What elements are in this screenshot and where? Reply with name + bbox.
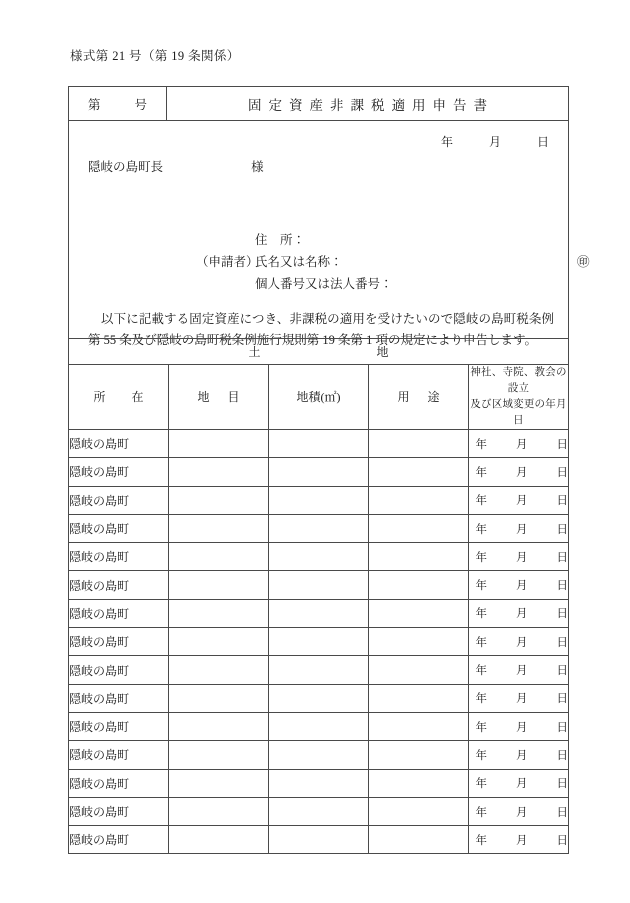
cell-location[interactable]: 隠岐の島町 (69, 797, 169, 825)
cell-usage[interactable] (369, 458, 469, 486)
cell-area[interactable] (269, 543, 369, 571)
cell-date-month-label: 月 (516, 636, 528, 649)
cell-area[interactable] (269, 797, 369, 825)
cell-date-day-label: 日 (556, 749, 568, 762)
cell-date-month-label: 月 (516, 834, 528, 847)
cell-date-month-label: 月 (516, 806, 528, 819)
cell-date-month-label: 月 (516, 466, 528, 479)
land-table-span-header-row (69, 339, 569, 365)
cell-date-month-label: 月 (516, 495, 528, 508)
column-header-usage-a: 用 (397, 389, 410, 404)
cell-usage[interactable] (369, 826, 469, 854)
cell-usage[interactable] (369, 769, 469, 797)
cell-establishment-date[interactable] (469, 656, 569, 684)
cell-landcategory[interactable] (169, 430, 269, 458)
cell-area[interactable] (269, 599, 369, 627)
cell-location[interactable]: 隠岐の島町 (69, 741, 169, 769)
submission-date-line[interactable] (441, 133, 549, 150)
table-row (69, 571, 569, 599)
cell-usage[interactable] (369, 797, 469, 825)
cell-establishment-date[interactable] (469, 628, 569, 656)
cell-location[interactable]: 隠岐の島町 (69, 430, 169, 458)
cell-landcategory[interactable] (169, 543, 269, 571)
applicant-block (196, 229, 590, 295)
cell-date-day-label: 日 (556, 636, 568, 649)
table-row (69, 430, 569, 458)
cell-landcategory[interactable] (169, 599, 269, 627)
page-title: 固定資産非課税適用申告書 (248, 97, 494, 113)
cell-area[interactable] (269, 656, 369, 684)
cell-establishment-date[interactable] (469, 599, 569, 627)
cell-location[interactable]: 隠岐の島町 (69, 458, 169, 486)
applicant-name-label: 氏名又は名称： (255, 255, 343, 269)
cell-establishment-date[interactable] (469, 741, 569, 769)
cell-area[interactable] (269, 826, 369, 854)
cell-landcategory[interactable] (169, 486, 269, 514)
addressee-line (88, 157, 264, 175)
cell-date-year-label: 年 (475, 551, 487, 564)
date-year-label: 年 (441, 135, 454, 149)
cell-date-month-label: 月 (516, 721, 528, 734)
table-row (69, 543, 569, 571)
document-number-suffix: 号 (134, 97, 148, 112)
cell-usage[interactable] (369, 430, 469, 458)
applicant-name-row[interactable] (196, 251, 590, 273)
cell-date-year-label: 年 (475, 749, 487, 762)
cell-location[interactable]: 隠岐の島町 (69, 628, 169, 656)
cell-landcategory[interactable] (169, 628, 269, 656)
cell-landcategory[interactable] (169, 571, 269, 599)
addressee-honorific: 様 (251, 160, 264, 174)
cell-establishment-date[interactable] (469, 571, 569, 599)
cell-area[interactable] (269, 571, 369, 599)
cell-establishment-date[interactable] (469, 684, 569, 712)
cell-establishment-date[interactable] (469, 514, 569, 542)
column-header-area-label: 地積(㎡) (296, 389, 341, 404)
column-header-area (269, 365, 369, 430)
column-header-landcategory-b: 目 (227, 389, 240, 404)
cell-date-day-label: 日 (556, 438, 568, 451)
cell-date-year-label: 年 (475, 721, 487, 734)
table-row (69, 797, 569, 825)
cell-location[interactable]: 隠岐の島町 (69, 514, 169, 542)
cell-usage[interactable] (369, 628, 469, 656)
cell-date-day-label: 日 (556, 608, 568, 621)
column-header-location-b: 在 (131, 389, 144, 404)
cell-date-month-label: 月 (516, 523, 528, 536)
cell-usage[interactable] (369, 543, 469, 571)
land-section-header-right: 地 (376, 345, 389, 359)
cell-date-day-label: 日 (556, 466, 568, 479)
cell-date-month-label: 月 (516, 778, 528, 791)
applicant-prefix-label: （申請者） (196, 255, 259, 269)
table-row (69, 656, 569, 684)
table-row (69, 486, 569, 514)
title-row (69, 87, 568, 121)
cell-establishment-date[interactable] (469, 486, 569, 514)
table-row (69, 826, 569, 854)
cell-landcategory[interactable] (169, 769, 269, 797)
header-body (69, 121, 590, 347)
column-header-establishment-date-line1: 神社、寺院、教会の設立 (470, 367, 567, 394)
cell-date-year-label: 年 (475, 580, 487, 593)
table-row (69, 684, 569, 712)
cell-date-year-label: 年 (475, 523, 487, 536)
cell-establishment-date[interactable] (469, 797, 569, 825)
land-section-header-left: 土 (248, 345, 261, 359)
date-month-label: 月 (489, 135, 502, 149)
declaration-header-block (68, 86, 590, 347)
table-row (69, 599, 569, 627)
cell-landcategory[interactable] (169, 514, 269, 542)
land-table-body (69, 430, 569, 854)
cell-establishment-date[interactable] (469, 458, 569, 486)
cell-usage[interactable] (369, 599, 469, 627)
land-section-header (69, 339, 569, 365)
date-day-label: 日 (537, 135, 550, 149)
applicant-address-label: 住 所： (255, 233, 306, 247)
cell-usage[interactable] (369, 712, 469, 740)
cell-area[interactable] (269, 514, 369, 542)
cell-location[interactable]: 隠岐の島町 (69, 684, 169, 712)
table-row (69, 628, 569, 656)
cell-landcategory[interactable] (169, 458, 269, 486)
cell-date-month-label: 月 (516, 665, 528, 678)
cell-landcategory[interactable] (169, 741, 269, 769)
cell-area[interactable] (269, 458, 369, 486)
land-property-table (68, 338, 569, 854)
column-header-landcategory-a: 地 (197, 389, 210, 404)
applicant-address-row[interactable] (255, 229, 393, 251)
cell-area[interactable] (269, 741, 369, 769)
cell-location[interactable]: 隠岐の島町 (69, 543, 169, 571)
cell-usage[interactable] (369, 571, 469, 599)
cell-date-month-label: 月 (516, 580, 528, 593)
document-number-cell (69, 87, 167, 120)
cell-area[interactable] (269, 486, 369, 514)
cell-date-day-label: 日 (556, 806, 568, 819)
document-number-prefix: 第 (87, 97, 101, 112)
cell-location[interactable]: 隠岐の島町 (69, 769, 169, 797)
cell-date-month-label: 月 (516, 749, 528, 762)
column-header-location (69, 365, 169, 430)
land-table-head (69, 339, 569, 430)
column-header-establishment-date (469, 365, 569, 430)
column-header-landcategory (169, 365, 269, 430)
cell-date-year-label: 年 (475, 438, 487, 451)
cell-date-day-label: 日 (556, 665, 568, 678)
cell-establishment-date[interactable] (469, 543, 569, 571)
cell-location[interactable]: 隠岐の島町 (69, 712, 169, 740)
table-row (69, 712, 569, 740)
cell-date-year-label: 年 (475, 834, 487, 847)
cell-area[interactable] (269, 684, 369, 712)
cell-location[interactable]: 隠岐の島町 (69, 486, 169, 514)
cell-location[interactable]: 隠岐の島町 (69, 571, 169, 599)
declaration-body-text: 以下に記載する固定資産につき、非課税の適用を受けたいので隠岐の島町税条例第 55 条及び隠岐の島町税条例施行規則第 19 条第 1 項の規定により申告します。 (88, 312, 554, 347)
cell-establishment-date[interactable] (469, 826, 569, 854)
cell-date-day-label: 日 (556, 495, 568, 508)
cell-date-month-label: 月 (516, 551, 528, 564)
column-header-usage (369, 365, 469, 430)
column-header-establishment-date-line2: 及び区域変更の年月日 (470, 399, 567, 426)
table-row (69, 514, 569, 542)
table-row (69, 769, 569, 797)
cell-date-month-label: 月 (516, 608, 528, 621)
column-header-location-a: 所 (93, 389, 106, 404)
cell-date-year-label: 年 (475, 466, 487, 479)
column-header-usage-b: 途 (427, 389, 440, 404)
cell-date-month-label: 月 (516, 438, 528, 451)
cell-date-year-label: 年 (475, 636, 487, 649)
cell-date-year-label: 年 (475, 778, 487, 791)
seal-stamp-icon: ㊞ (577, 255, 590, 269)
cell-landcategory[interactable] (169, 712, 269, 740)
cell-date-day-label: 日 (556, 551, 568, 564)
cell-date-year-label: 年 (475, 806, 487, 819)
cell-date-day-label: 日 (556, 778, 568, 791)
applicant-number-label: 個人番号又は法人番号： (255, 277, 393, 291)
cell-landcategory[interactable] (169, 797, 269, 825)
form-number-label: 様式第 21 号（第 19 条関係） (70, 49, 240, 63)
cell-date-year-label: 年 (475, 665, 487, 678)
cell-area[interactable] (269, 628, 369, 656)
cell-location[interactable]: 隠岐の島町 (69, 826, 169, 854)
cell-area[interactable] (269, 769, 369, 797)
cell-landcategory[interactable] (169, 684, 269, 712)
land-table-column-header-row (69, 365, 569, 430)
cell-landcategory[interactable] (169, 826, 269, 854)
cell-usage[interactable] (369, 741, 469, 769)
cell-date-year-label: 年 (475, 693, 487, 706)
cell-date-day-label: 日 (556, 721, 568, 734)
table-row (69, 458, 569, 486)
cell-area[interactable] (269, 712, 369, 740)
cell-usage[interactable] (369, 684, 469, 712)
cell-establishment-date[interactable] (469, 430, 569, 458)
cell-establishment-date[interactable] (469, 712, 569, 740)
cell-usage[interactable] (369, 656, 469, 684)
cell-date-day-label: 日 (556, 693, 568, 706)
cell-usage[interactable] (369, 486, 469, 514)
cell-date-year-label: 年 (475, 495, 487, 508)
addressee-name: 隠岐の島町長 (88, 160, 164, 174)
cell-location[interactable]: 隠岐の島町 (69, 656, 169, 684)
cell-date-month-label: 月 (516, 693, 528, 706)
table-row (69, 741, 569, 769)
cell-date-day-label: 日 (556, 580, 568, 593)
cell-date-year-label: 年 (475, 608, 487, 621)
cell-establishment-date[interactable] (469, 769, 569, 797)
cell-area[interactable] (269, 430, 369, 458)
cell-date-day-label: 日 (556, 834, 568, 847)
cell-location[interactable]: 隠岐の島町 (69, 599, 169, 627)
cell-landcategory[interactable] (169, 656, 269, 684)
cell-date-day-label: 日 (556, 523, 568, 536)
applicant-number-row[interactable] (255, 273, 393, 295)
cell-usage[interactable] (369, 514, 469, 542)
